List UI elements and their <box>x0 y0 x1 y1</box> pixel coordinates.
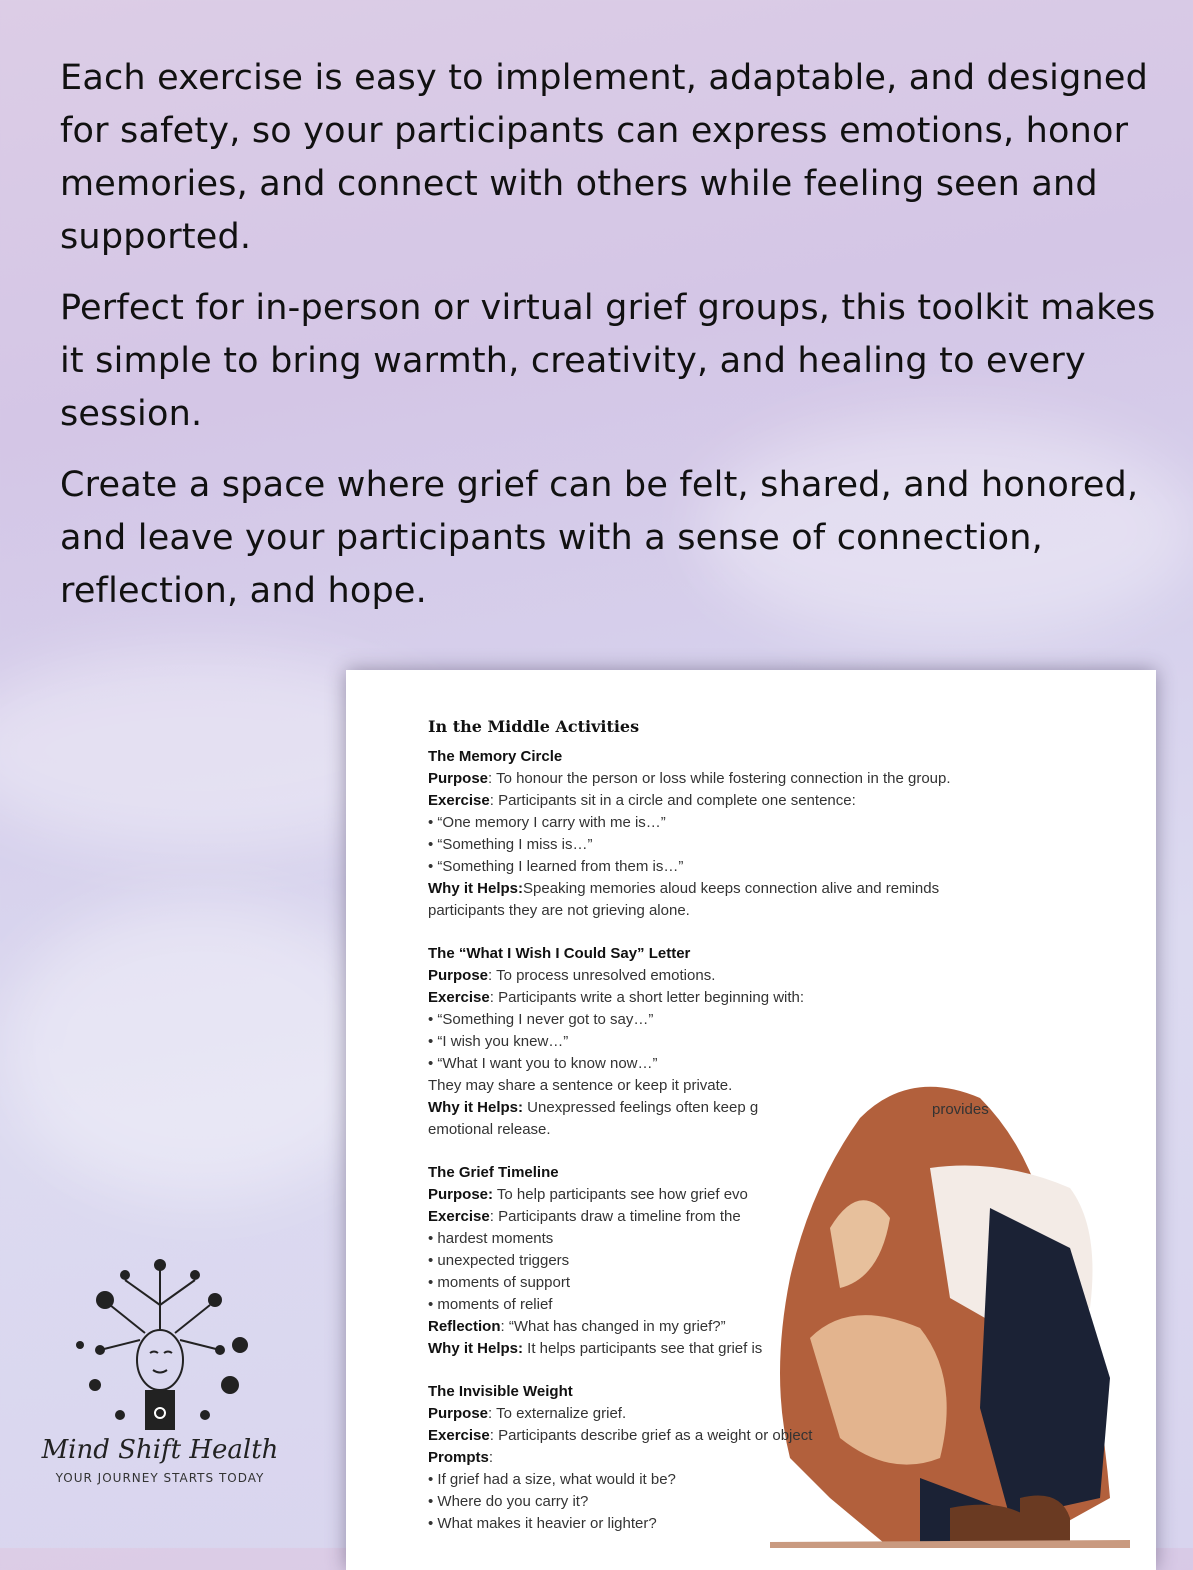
section-invisible-weight <box>428 1381 951 1535</box>
label: Exercise <box>428 1427 490 1444</box>
intro-paragraph-2: Perfect for in-person or virtual grief groups, this toolkit makes it simple to bring warmth, creativity, and healing to every session. <box>60 288 1156 434</box>
label: Purpose <box>428 770 489 787</box>
label: Why it Helps: <box>428 1099 524 1116</box>
section-heading: The “What I Wish I Could Say” Letter <box>428 945 691 962</box>
intro-text <box>60 52 1160 636</box>
bullet: • moments of relief <box>428 1296 553 1313</box>
reflection-line <box>428 1316 951 1338</box>
label: Exercise <box>428 792 490 809</box>
text: : To process unresolved emotions. <box>488 967 716 984</box>
bullet: • moments of support <box>428 1274 570 1291</box>
purpose-line <box>428 1403 951 1425</box>
bullet: • unexpected triggers <box>428 1252 570 1269</box>
exercise-line <box>428 1206 951 1228</box>
bullet: • What makes it heavier or lighter? <box>428 1515 657 1532</box>
brand-tagline: YOUR JOURNEY STARTS TODAY <box>55 1471 265 1485</box>
section-heading: The Memory Circle <box>428 748 563 765</box>
text: : Participants write a short letter beginning with: <box>489 989 805 1006</box>
bullet: • “I wish you knew…” <box>428 1033 569 1050</box>
intro-paragraph-3: Create a space where grief can be felt, shared, and honored, and leave your participants with a sense of connection, reflection, and hope. <box>60 465 1139 611</box>
section-heading: The Invisible Weight <box>428 1383 573 1400</box>
head-tree-logo-icon <box>60 1245 260 1435</box>
bullet: • If grief had a size, what would it be? <box>428 1471 676 1488</box>
why-line <box>428 1338 951 1360</box>
brand-logo <box>40 1245 280 1485</box>
label: Prompts <box>428 1449 489 1466</box>
text: emotional release. <box>428 1121 551 1138</box>
exercise-line <box>428 987 951 1009</box>
prompts-line <box>428 1447 951 1469</box>
bullet: • “What I want you to know now…” <box>428 1055 658 1072</box>
brand-name: Mind Shift Health <box>41 1435 279 1465</box>
text: : Participants describe grief as a weight or object <box>489 1427 813 1444</box>
bullet: • “One memory I carry with me is…” <box>428 814 666 831</box>
bullet: • “Something I miss is…” <box>428 836 593 853</box>
label: Purpose: <box>428 1186 494 1203</box>
text: They may share a sentence or keep it private. <box>428 1077 733 1094</box>
purpose-line <box>428 965 951 987</box>
section-grief-timeline <box>428 1162 951 1360</box>
text: : <box>488 1449 494 1466</box>
section-wish-letter <box>428 943 951 1141</box>
doc-title: In the Middle Activities <box>428 717 640 736</box>
text-fragment: provides <box>932 1101 989 1118</box>
purpose-line <box>428 768 951 790</box>
text: To help participants see how grief evo <box>493 1186 748 1203</box>
label: Purpose <box>428 1405 489 1422</box>
bullet: • hardest moments <box>428 1230 554 1247</box>
bullet: • “Something I never got to say…” <box>428 1011 654 1028</box>
label: Why it Helps: <box>428 1340 524 1357</box>
text: It helps participants see that grief is <box>523 1340 763 1357</box>
text: : To externalize grief. <box>488 1405 627 1422</box>
label: Exercise <box>428 1208 490 1225</box>
purpose-line <box>428 1184 951 1206</box>
label: Why it Helps: <box>428 880 524 897</box>
section-memory-circle <box>428 746 951 922</box>
bullet: • Where do you carry it? <box>428 1493 589 1510</box>
why-line <box>428 1097 951 1119</box>
exercise-line <box>428 1425 951 1447</box>
exercise-line <box>428 790 951 812</box>
text: : To honour the person or loss while fostering connection in the group. <box>488 770 951 787</box>
text: : Participants sit in a circle and complete one sentence: <box>489 792 856 809</box>
why-line <box>428 878 951 900</box>
bullet: • “Something I learned from them is…” <box>428 858 684 875</box>
label: Purpose <box>428 967 489 984</box>
text: : “What has changed in my grief?” <box>500 1318 726 1335</box>
text: Unexpressed feelings often keep g <box>523 1099 759 1116</box>
label: Reflection <box>428 1318 501 1335</box>
text: Speaking memories aloud keeps connection alive and reminds <box>523 880 940 897</box>
text: participants they are not grieving alone. <box>428 902 690 919</box>
label: Exercise <box>428 989 490 1006</box>
text: : Participants draw a timeline from the <box>489 1208 741 1225</box>
intro-paragraph-1: Each exercise is easy to implement, adaptable, and designed for safety, so your participants can express emotions, honor memories, and connect with others while feeling seen and supported. <box>60 58 1149 257</box>
section-heading: The Grief Timeline <box>428 1164 559 1181</box>
